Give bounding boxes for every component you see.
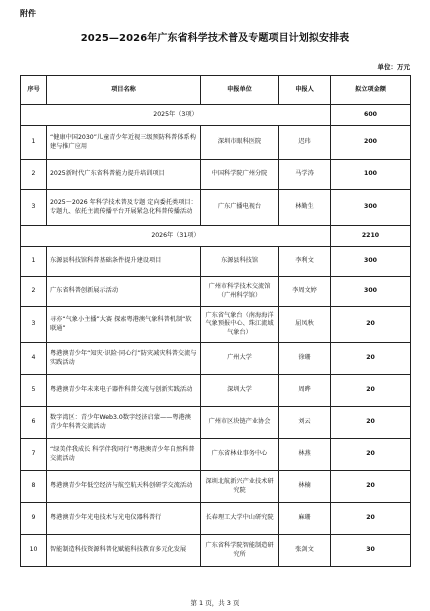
table-row — [21, 535, 411, 567]
row-amount: 200 — [331, 126, 411, 160]
row-no: 3 — [21, 190, 47, 226]
year-2025-total: 600 — [331, 105, 411, 126]
row-no: 1 — [21, 247, 47, 277]
row-amount: 20 — [331, 407, 411, 439]
col-header-amount: 拟立项金额 — [331, 76, 411, 105]
row-name: 东源县科技馆科普基础条件提升建设项目 — [47, 247, 201, 277]
row-person: 屈凤秋 — [279, 307, 331, 343]
row-org: 广东省气象台（南海海洋气象预报中心、珠江流域气象台） — [201, 307, 279, 343]
row-org: 广东省科学院智能制造研究所 — [201, 535, 279, 567]
col-header-person: 申报人 — [279, 76, 331, 105]
row-org: 深圳北航新兴产业技术研究院 — [201, 471, 279, 503]
row-name: 粤港澳青少年“知灾·识险·同心行”防灾减灾科普交流与实践活动 — [47, 343, 201, 375]
annex-label: 附件 — [20, 9, 36, 18]
table-row — [21, 307, 411, 343]
col-header-no: 序号 — [21, 76, 47, 105]
row-org: 广州市科学技术交流馆（广州科学馆） — [201, 277, 279, 307]
row-person: 林燕 — [279, 439, 331, 471]
table-row — [21, 503, 411, 535]
year-2026-row — [21, 226, 411, 247]
project-table — [20, 75, 411, 567]
row-person: 张剑文 — [279, 535, 331, 567]
table-row — [21, 160, 411, 190]
row-amount: 20 — [331, 307, 411, 343]
table-row — [21, 439, 411, 471]
row-amount: 300 — [331, 277, 411, 307]
row-name: 2025～2026 年科学技术普及专题 定向委托类项目：专题九、依托主流传播平台开展紧急化科普传播活动 — [47, 190, 201, 226]
row-org: 广东省林业事务中心 — [201, 439, 279, 471]
row-person: 马学涛 — [279, 160, 331, 190]
row-no: 2 — [21, 277, 47, 307]
row-person: 刘云 — [279, 407, 331, 439]
table-header-row — [21, 76, 411, 105]
col-header-org: 申报单位 — [201, 76, 279, 105]
row-no: 2 — [21, 160, 47, 190]
row-org: 广州大学 — [201, 343, 279, 375]
row-person: 李利文 — [279, 247, 331, 277]
year-2025-label: 2025年（3项） — [21, 105, 331, 126]
table-row — [21, 277, 411, 307]
row-org: 深圳大学 — [201, 375, 279, 407]
row-person: 迟玮 — [279, 126, 331, 160]
table-row — [21, 471, 411, 503]
row-name: 粤港澳青少年低空经济与航空航天科创研学交流活动 — [47, 471, 201, 503]
row-no: 7 — [21, 439, 47, 471]
row-name: 粤港澳青少年光电技术与光电仪器科普行 — [47, 503, 201, 535]
table-row — [21, 407, 411, 439]
row-amount: 20 — [331, 439, 411, 471]
row-amount: 300 — [331, 247, 411, 277]
row-person: 周晔 — [279, 375, 331, 407]
year-2025-row — [21, 105, 411, 126]
table-row — [21, 190, 411, 226]
row-org: 长春理工大学中山研究院 — [201, 503, 279, 535]
row-org: 深圳市眼科医院 — [201, 126, 279, 160]
table-row — [21, 343, 411, 375]
col-header-name: 项目名称 — [47, 76, 201, 105]
row-no: 9 — [21, 503, 47, 535]
row-no: 1 — [21, 126, 47, 160]
unit-label: 单位：万元 — [377, 63, 410, 71]
row-amount: 300 — [331, 190, 411, 226]
row-person: 林勤生 — [279, 190, 331, 226]
row-person: 徐珊 — [279, 343, 331, 375]
row-amount: 20 — [331, 503, 411, 535]
table-row — [21, 126, 411, 160]
year-2026-total: 2210 — [331, 226, 411, 247]
row-no: 6 — [21, 407, 47, 439]
row-no: 10 — [21, 535, 47, 567]
row-name: 寻亦“气象小主播”大赛 探索粤港澳气象科普机制“软联通” — [47, 307, 201, 343]
row-name: 2025新时代广东省科普能力提升培训项目 — [47, 160, 201, 190]
row-name: 广东省科普创新展示活动 — [47, 277, 201, 307]
row-amount: 20 — [331, 375, 411, 407]
row-org: 广州市区块链产业协会 — [201, 407, 279, 439]
row-no: 5 — [21, 375, 47, 407]
row-amount: 20 — [331, 471, 411, 503]
row-no: 4 — [21, 343, 47, 375]
row-org: 东源县科技馆 — [201, 247, 279, 277]
row-org: 广东广播电视台 — [201, 190, 279, 226]
row-name: 数字湾区：青少年Web3.0数字经济启蒙——粤港澳青少年科普交流活动 — [47, 407, 201, 439]
row-name: “健康中国2030”儿童青少年近视三级预防科普体系构建与推广应用 — [47, 126, 201, 160]
table-row — [21, 247, 411, 277]
row-name: 智能制造科技资源科普化赋能科技教育多元化发展 — [47, 535, 201, 567]
page-title: 2025—2026年广东省科学技术普及专题项目计划拟安排表 — [80, 33, 350, 44]
row-no: 8 — [21, 471, 47, 503]
row-name: “绿美伴我成长 科学伴我同行”粤港澳青少年自然科普交流活动 — [47, 439, 201, 471]
row-no: 3 — [21, 307, 47, 343]
row-amount: 100 — [331, 160, 411, 190]
row-person: 李周文婷 — [279, 277, 331, 307]
row-person: 麻珊 — [279, 503, 331, 535]
year-2026-label: 2026年（31项） — [21, 226, 331, 247]
row-person: 林楠 — [279, 471, 331, 503]
row-name: 粤港澳青少年未来电子器件科普交流与创新实践活动 — [47, 375, 201, 407]
row-amount: 30 — [331, 535, 411, 567]
table-row — [21, 375, 411, 407]
row-amount: 20 — [331, 343, 411, 375]
page-footer: 第 1 页，共 3 页 — [190, 599, 240, 607]
row-org: 中国科学院广州分院 — [201, 160, 279, 190]
